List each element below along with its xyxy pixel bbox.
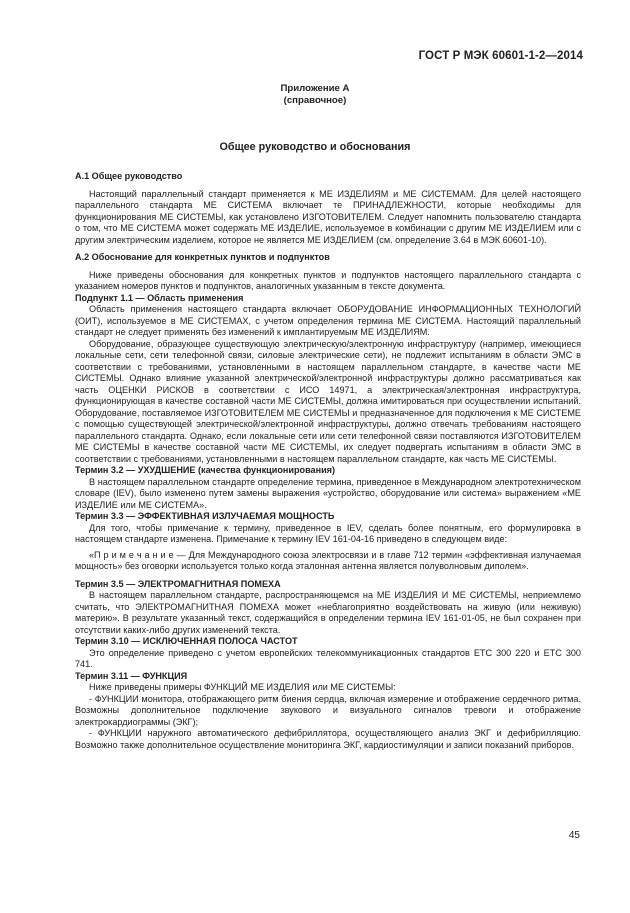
term-heading: Подпункт 1.1 — Область применения: [75, 292, 244, 303]
body-paragraph: - ФУНКЦИИ монитора, отображающего ритм биения сердца, включая измерение и отображение сердечного ритма. Возможны дополнительное подключение звукового и визуального сигналов тревоги и отображение электрокардиограммы (ЭКГ);: [75, 693, 581, 727]
body-paragraph: Настоящий параллельный стандарт применяется к МЕ ИЗДЕЛИЯМ и МЕ СИСТЕМАМ. Для целей настоящего параллельного стандарта МЕ СИСТЕМА включает те ПРИНАДЛЕЖНОСТИ, которые необходимы для функционирования МЕ СИСТЕМЫ, как установлено ИЗГОТОВИТЕЛЕМ. Следует напомнить пользователю стандарта о том, что МЕ СИСТЕМА может содержать МЕ ИЗДЕЛИЕ, используемое в комбинации с другим МЕ ИЗДЕЛИЕМ или с другим электрическим изделием, которое не является МЕ ИЗДЕЛИЕМ (см. определение 3.64 в МЭК 60601-10).: [75, 188, 581, 245]
term-heading: Термин 3.3 — ЭФФЕКТИВНАЯ ИЗЛУЧАЕМАЯ МОЩНОСТЬ: [75, 511, 335, 521]
body-paragraph: Область применения настоящего стандарта включает ОБОРУДОВАНИЕ ИНФОРМАЦИОННЫХ ТЕХНОЛОГИЙ (ОИТ), используемое в МЕ СИСТЕМАХ, с учетом определения термина МЕ СИСТЕМА. Настоящий параллельный стандарт не следует применять без изменений к имплантируемым МЕ ИЗДЕЛИЯМ.: [75, 304, 581, 337]
section-heading: А.2 Обоснование для конкретных пунктов и подпунктов: [75, 252, 330, 262]
body-paragraph: Для того, чтобы примечание к термину, приведенное в IEV, сделать более понятным, его формулировка в настоящем стандарте изменена. Примечание к термину IEV 161-04-16 приведено в следующем виде:: [75, 522, 581, 544]
appendix-label: Приложение А: [280, 83, 350, 94]
document-body: [75, 165, 581, 751]
body-paragraph: Это определение приведено с учетом европейских телекоммуникационных стандартов ЕТС 300 220 и ЕТС 300 741.: [75, 647, 581, 669]
appendix-type: (справочное): [283, 95, 347, 106]
body-paragraph: Ниже приведены примеры ФУНКЦИЙ МЕ ИЗДЕЛИЯ или МЕ СИСТЕМЫ:: [89, 682, 396, 692]
appendix-heading: [0, 83, 630, 107]
body-paragraph: В настоящем параллельном стандарте определение термина, приведенное в Международном электротехническом словаре (IEV), было изменено путем замены выражения «устройство, оборудование или система» выражением «МЕ ИЗДЕЛИЕ или МЕ СИСТЕМА».: [75, 476, 581, 510]
section-heading: А.1 Общее руководство: [75, 171, 183, 181]
term-heading: Термин 3.10 — ИСКЛЮЧЕННАЯ ПОЛОСА ЧАСТОТ: [75, 636, 298, 646]
body-paragraph: Оборудование, образующее существующую электрическую/электронную инфраструктуру (например, имеющиеся локальные сети, сети телефонной связи, силовые электрические сети), не подлежит испытаниям в области ЭМС в соответствии с требованиями, установленными в настоящем параллельном стандарте, в качестве части МЕ СИСТЕМЫ. Однако влияние указанной электрической/электронной инфраструктуры должно рассматриваться как часть ОЦЕНКИ РИСКОВ в соответствии с ИСО 14971, а электрическая/электронная инфраструктура, функционирующая в качестве составной части МЕ СИСТЕМЫ, должна имитироваться при осуществлении испытаний. Оборудование, поставляемое ИЗГОТОВИТЕЛЕМ МЕ СИСТЕМЫ и предназначенное для подключения к МЕ СИСТЕМЕ с помощью существующей электрической/электронной инфраструктуры, должно отвечать требованиям настоящего параллельного стандарта. Однако, если локальные сети или сети телефонной связи поставляются ИЗГОТОВИТЕЛЕМ МЕ СИСТЕМЫ в качестве составной части МЕ СИСТЕМЫ, их следует подвергать испытаниям в области ЭМС в соответствии с требованиями, установленными в настоящем параллельном стандарте, как часть МЕ СИСТЕМЫ.: [75, 338, 581, 464]
body-paragraph: Ниже приведены обоснования для конкретных пунктов и подпунктов настоящего параллельного стандарта с указанием номеров пунктов и подпунктов, аналогичных указанным в тексте документа.: [75, 269, 581, 291]
note-paragraph: «П р и м е ч а н и е — Для Международного союза электросвязи и в главе 712 термин «эффективная излучаемая мощность» без оговорки используется только когда эталонная антенна является полуволновым диполем».: [75, 549, 581, 571]
appendix-title: Общее руководство и обоснования: [219, 141, 411, 153]
standard-code-header: ГОСТ Р МЭК 60601-1-2—2014: [418, 50, 583, 62]
term-heading: Термин 3.11 — ФУНКЦИЯ: [75, 670, 188, 681]
body-paragraph: В настоящем параллельном стандарте, распространяющемся на МЕ ИЗДЕЛИЯ И МЕ СИСТЕМЫ, неприемлемо считать, что ЭЛЕКТРОМАГНИТНАЯ ПОМЕХА может «неблагоприятно воздействовать на живую (или неживую) материю». В результате указанный текст, содержащийся в определении термина IEV 161-01-05, не был сохранен при отсутствии каких-либо других изменений текста.: [75, 590, 581, 635]
term-heading: Термин 3.2 — УХУДШЕНИЕ (качества функционирования): [75, 465, 336, 475]
term-heading: Термин 3.5 — ЭЛЕКТРОМАГНИТНАЯ ПОМЕХА: [75, 578, 281, 589]
page-number: 45: [568, 830, 580, 841]
body-paragraph: - ФУНКЦИИ наружного автоматического дефибриллятора, осуществляющего анализ ЭКГ и дефибрилляцию. Возможно также дополнительное осуществление мониторинга ЭКГ, кардиостимуляции и записи показаний приборов.: [75, 728, 581, 750]
